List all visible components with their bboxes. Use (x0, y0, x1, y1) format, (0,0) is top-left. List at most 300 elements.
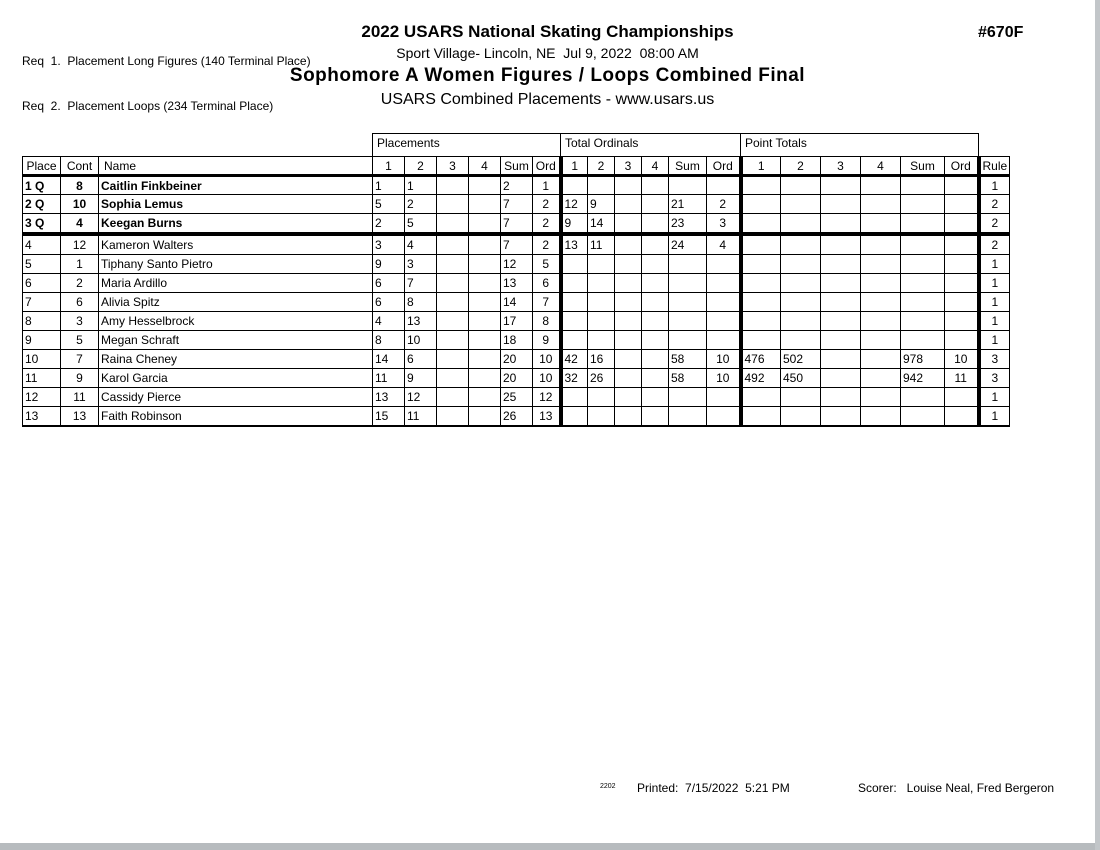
placement-cell: 2 (533, 236, 561, 255)
ordinal-cell (588, 274, 615, 293)
points-cell (901, 407, 945, 426)
ordinal-cell: 23 (669, 214, 707, 233)
place-cell: 3 Q (23, 214, 61, 233)
points-cell (901, 195, 945, 214)
ordinal-cell (561, 176, 588, 195)
placement-cell: 6 (533, 274, 561, 293)
ordinal-cell (561, 255, 588, 274)
points-cell: 476 (741, 350, 781, 369)
table-row (23, 331, 1010, 350)
placement-cell (469, 312, 501, 331)
points-cell (945, 407, 979, 426)
col-header-ordinals-ord: Ord (707, 157, 741, 176)
placement-cell: 13 (373, 388, 405, 407)
points-cell (861, 388, 901, 407)
rule-cell: 1 (979, 293, 1010, 312)
points-cell: 502 (781, 350, 821, 369)
ordinal-cell (588, 255, 615, 274)
cont-cell: 11 (61, 388, 99, 407)
points-cell (945, 195, 979, 214)
section-placements: Placements (373, 134, 561, 157)
points-cell (821, 331, 861, 350)
ordinal-cell (588, 388, 615, 407)
points-cell (741, 195, 781, 214)
placement-cell (437, 369, 469, 388)
ordinal-cell (615, 407, 642, 426)
points-cell (821, 407, 861, 426)
ordinal-cell (707, 388, 741, 407)
placement-cell: 3 (405, 255, 437, 274)
placement-cell: 10 (405, 331, 437, 350)
ordinal-cell: 4 (707, 236, 741, 255)
points-cell (901, 214, 945, 233)
place-cell: 6 (23, 274, 61, 293)
points-cell: 942 (901, 369, 945, 388)
points-cell (781, 195, 821, 214)
name-cell: Raina Cheney (99, 350, 373, 369)
ordinal-cell (707, 407, 741, 426)
points-cell (945, 331, 979, 350)
ordinal-cell (707, 312, 741, 331)
event-number: #670F (978, 24, 1024, 41)
ordinal-cell (669, 331, 707, 350)
printed-timestamp: Printed: 7/15/2022 5:21 PM (637, 781, 790, 795)
place-cell: 1 Q (23, 176, 61, 195)
ordinal-cell: 42 (561, 350, 588, 369)
points-cell (821, 369, 861, 388)
points-cell (741, 255, 781, 274)
table-row (23, 214, 1010, 233)
table-row (23, 236, 1010, 255)
placement-cell: 9 (373, 255, 405, 274)
placement-cell (437, 331, 469, 350)
ordinal-cell (669, 293, 707, 312)
name-cell: Megan Schraft (99, 331, 373, 350)
placement-cell: 2 (373, 214, 405, 233)
placement-cell (437, 214, 469, 233)
points-cell (781, 214, 821, 233)
placement-cell: 2 (533, 195, 561, 214)
ordinal-cell (669, 274, 707, 293)
points-cell: 450 (781, 369, 821, 388)
placement-cell: 20 (501, 369, 533, 388)
points-cell (821, 236, 861, 255)
cont-cell: 10 (61, 195, 99, 214)
place-cell: 5 (23, 255, 61, 274)
placement-cell: 7 (405, 274, 437, 293)
place-cell: 4 (23, 236, 61, 255)
ordinal-cell (615, 214, 642, 233)
points-cell (821, 255, 861, 274)
ordinal-cell (588, 331, 615, 350)
col-header-ordinals-3: 3 (615, 157, 642, 176)
points-cell (781, 312, 821, 331)
ordinal-cell (615, 236, 642, 255)
points-cell (945, 214, 979, 233)
ordinal-cell (707, 293, 741, 312)
ordinal-cell (642, 176, 669, 195)
ordinal-cell (561, 388, 588, 407)
placement-cell: 9 (533, 331, 561, 350)
ordinal-cell (642, 274, 669, 293)
placement-cell: 6 (373, 293, 405, 312)
rule-cell: 1 (979, 274, 1010, 293)
section-spacer-left (23, 134, 373, 157)
points-cell (945, 312, 979, 331)
ordinal-cell (615, 195, 642, 214)
ordinal-cell (669, 407, 707, 426)
ordinal-cell (642, 255, 669, 274)
placement-cell: 13 (405, 312, 437, 331)
name-cell: Karol Garcia (99, 369, 373, 388)
points-cell (945, 255, 979, 274)
ordinal-cell (669, 176, 707, 195)
points-cell (861, 176, 901, 195)
placement-cell (437, 388, 469, 407)
points-cell (945, 176, 979, 195)
col-header-placements-3: 3 (437, 157, 469, 176)
cont-cell: 4 (61, 214, 99, 233)
points-cell (861, 369, 901, 388)
points-cell (821, 293, 861, 312)
ordinal-cell (615, 350, 642, 369)
table-row (23, 195, 1010, 214)
placement-cell: 7 (501, 214, 533, 233)
col-header-placements-1: 1 (373, 157, 405, 176)
placement-cell: 10 (533, 369, 561, 388)
ordinal-cell (588, 176, 615, 195)
place-cell: 7 (23, 293, 61, 312)
placement-cell: 5 (405, 214, 437, 233)
placement-cell: 18 (501, 331, 533, 350)
ordinal-cell: 10 (707, 369, 741, 388)
name-cell: Faith Robinson (99, 407, 373, 426)
ordinal-cell (615, 312, 642, 331)
ordinal-cell: 32 (561, 369, 588, 388)
cont-cell: 7 (61, 350, 99, 369)
placement-cell: 20 (501, 350, 533, 369)
place-cell: 13 (23, 407, 61, 426)
ordinal-cell: 3 (707, 214, 741, 233)
points-cell (901, 388, 945, 407)
name-cell: Cassidy Pierce (99, 388, 373, 407)
points-cell: 10 (945, 350, 979, 369)
ordinal-cell: 14 (588, 214, 615, 233)
table-row (23, 369, 1010, 388)
points-cell (901, 331, 945, 350)
ordinal-cell (642, 407, 669, 426)
placement-cell: 2 (533, 214, 561, 233)
placement-cell: 6 (405, 350, 437, 369)
placement-cell: 15 (373, 407, 405, 426)
placement-cell: 8 (533, 312, 561, 331)
cont-cell: 13 (61, 407, 99, 426)
points-cell (821, 176, 861, 195)
points-cell (821, 274, 861, 293)
points-cell (861, 255, 901, 274)
ordinal-cell (615, 369, 642, 388)
col-header-points-1: 1 (741, 157, 781, 176)
table-row (23, 350, 1010, 369)
placement-cell: 12 (501, 255, 533, 274)
placement-cell: 1 (373, 176, 405, 195)
placement-cell (469, 350, 501, 369)
placement-cell (437, 255, 469, 274)
col-header-placements-2: 2 (405, 157, 437, 176)
points-cell (901, 176, 945, 195)
points-cell (821, 214, 861, 233)
points-cell (741, 293, 781, 312)
name-cell: Alivia Spitz (99, 293, 373, 312)
rule-cell: 1 (979, 176, 1010, 195)
col-header-points-3: 3 (821, 157, 861, 176)
page-edge-bottom (0, 843, 1100, 850)
points-cell (741, 331, 781, 350)
rule-cell: 1 (979, 331, 1010, 350)
points-cell (901, 255, 945, 274)
placement-cell (469, 388, 501, 407)
col-header-placements-4: 4 (469, 157, 501, 176)
points-cell (945, 274, 979, 293)
section-point-totals: Point Totals (741, 134, 979, 157)
placement-cell: 17 (501, 312, 533, 331)
scorer-names: Scorer: Louise Neal, Fred Bergeron (858, 781, 1055, 795)
ordinal-cell (642, 236, 669, 255)
points-cell (861, 293, 901, 312)
ordinal-cell (642, 293, 669, 312)
placement-cell (437, 312, 469, 331)
section-total-ordinals: Total Ordinals (561, 134, 741, 157)
placement-cell (437, 176, 469, 195)
placement-cell: 3 (373, 236, 405, 255)
rule-cell: 1 (979, 407, 1010, 426)
section-spacer-right (979, 134, 1010, 157)
col-header-ordinals-2: 2 (588, 157, 615, 176)
rule-cell: 1 (979, 312, 1010, 331)
ordinal-cell: 16 (588, 350, 615, 369)
placement-cell: 7 (533, 293, 561, 312)
placement-cell: 7 (501, 195, 533, 214)
ordinal-cell (561, 274, 588, 293)
col-header-place: Place (23, 157, 61, 176)
place-cell: 11 (23, 369, 61, 388)
points-cell (741, 176, 781, 195)
ordinal-cell (615, 331, 642, 350)
section-header-row (23, 134, 1010, 157)
ordinal-cell (669, 388, 707, 407)
table-row (23, 312, 1010, 331)
points-cell (861, 331, 901, 350)
place-cell: 2 Q (23, 195, 61, 214)
table-row (23, 407, 1010, 426)
rule-cell: 3 (979, 369, 1010, 388)
ordinal-cell: 58 (669, 369, 707, 388)
rule-cell: 2 (979, 236, 1010, 255)
place-cell: 10 (23, 350, 61, 369)
points-cell: 978 (901, 350, 945, 369)
name-cell: Keegan Burns (99, 214, 373, 233)
ordinal-cell: 26 (588, 369, 615, 388)
col-header-placements-ord: Ord (533, 157, 561, 176)
placement-cell: 11 (373, 369, 405, 388)
req-line-1: Req 1. Placement Long Figures (140 Terminal Place) (22, 54, 311, 68)
ordinal-cell: 58 (669, 350, 707, 369)
placement-cell (437, 293, 469, 312)
placement-cell (437, 407, 469, 426)
points-cell (861, 350, 901, 369)
points-cell (781, 176, 821, 195)
col-header-ordinals-1: 1 (561, 157, 588, 176)
col-header-points-sum: Sum (901, 157, 945, 176)
placement-cell (469, 176, 501, 195)
placement-cell: 10 (533, 350, 561, 369)
ordinal-cell (642, 312, 669, 331)
rule-cell: 2 (979, 195, 1010, 214)
ordinal-cell: 24 (669, 236, 707, 255)
ordinal-cell (642, 331, 669, 350)
points-cell (781, 236, 821, 255)
table-row (23, 274, 1010, 293)
placement-cell (469, 331, 501, 350)
points-cell (901, 312, 945, 331)
placement-cell: 7 (501, 236, 533, 255)
ordinal-cell: 9 (588, 195, 615, 214)
rule-cell: 3 (979, 350, 1010, 369)
points-cell (901, 236, 945, 255)
placement-cell: 4 (373, 312, 405, 331)
page-title: 2022 USARS National Skating Championships (361, 22, 734, 41)
page-edge-right (1095, 0, 1100, 850)
points-cell (901, 293, 945, 312)
cont-cell: 9 (61, 369, 99, 388)
col-header-points-2: 2 (781, 157, 821, 176)
placement-cell: 13 (533, 407, 561, 426)
table-row (23, 293, 1010, 312)
ordinal-cell: 11 (588, 236, 615, 255)
ordinal-cell (588, 407, 615, 426)
ordinal-cell: 12 (561, 195, 588, 214)
points-cell (781, 388, 821, 407)
ordinal-cell (588, 293, 615, 312)
placement-cell: 1 (533, 176, 561, 195)
points-cell (781, 407, 821, 426)
placement-cell (469, 195, 501, 214)
placement-cell: 5 (373, 195, 405, 214)
points-cell (781, 331, 821, 350)
col-header-ordinals-sum: Sum (669, 157, 707, 176)
ordinal-cell (707, 274, 741, 293)
placement-cell (469, 236, 501, 255)
ordinal-cell (642, 369, 669, 388)
points-cell (781, 274, 821, 293)
points-cell (821, 195, 861, 214)
col-header-points-4: 4 (861, 157, 901, 176)
cont-cell: 6 (61, 293, 99, 312)
name-cell: Caitlin Finkbeiner (99, 176, 373, 195)
col-header-placements-sum: Sum (501, 157, 533, 176)
points-cell (861, 195, 901, 214)
points-cell: 11 (945, 369, 979, 388)
points-cell (741, 388, 781, 407)
ordinal-cell (669, 312, 707, 331)
points-cell (945, 293, 979, 312)
placement-cell: 9 (405, 369, 437, 388)
points-cell (861, 407, 901, 426)
place-cell: 9 (23, 331, 61, 350)
ordinal-cell (561, 293, 588, 312)
ordinal-cell: 2 (707, 195, 741, 214)
placement-cell: 1 (405, 176, 437, 195)
ordinal-cell: 13 (561, 236, 588, 255)
ordinal-cell (642, 214, 669, 233)
points-cell (861, 236, 901, 255)
placement-cell (469, 407, 501, 426)
points-cell (741, 312, 781, 331)
ordinal-cell (642, 195, 669, 214)
placement-cell: 14 (373, 350, 405, 369)
col-header-ordinals-4: 4 (642, 157, 669, 176)
points-cell (741, 214, 781, 233)
col-header-name: Name (99, 157, 373, 176)
placement-cell: 8 (405, 293, 437, 312)
points-cell (861, 214, 901, 233)
placement-cell: 5 (533, 255, 561, 274)
name-cell: Amy Hesselbrock (99, 312, 373, 331)
req-line-2: Req 2. Placement Loops (234 Terminal Place) (22, 99, 274, 113)
placement-cell (437, 350, 469, 369)
ordinal-cell (615, 388, 642, 407)
column-header-row (23, 157, 1010, 176)
cont-cell: 8 (61, 176, 99, 195)
cont-cell: 3 (61, 312, 99, 331)
event-title: Sophomore A Women Figures / Loops Combined Final (289, 65, 806, 86)
placement-cell (437, 274, 469, 293)
place-cell: 12 (23, 388, 61, 407)
points-cell (861, 312, 901, 331)
placement-cell: 4 (405, 236, 437, 255)
table-row (23, 255, 1010, 274)
rule-cell: 1 (979, 388, 1010, 407)
ordinal-cell (561, 407, 588, 426)
ordinal-cell (707, 331, 741, 350)
ordinal-cell (669, 255, 707, 274)
placement-cell (469, 255, 501, 274)
place-cell: 8 (23, 312, 61, 331)
placement-cell: 12 (405, 388, 437, 407)
ordinal-cell (707, 176, 741, 195)
rule-cell: 2 (979, 214, 1010, 233)
ordinal-cell: 10 (707, 350, 741, 369)
placement-cell: 8 (373, 331, 405, 350)
placement-cell: 13 (501, 274, 533, 293)
points-cell (741, 274, 781, 293)
cont-cell: 2 (61, 274, 99, 293)
col-header-rule: Rule (979, 157, 1010, 176)
ordinal-cell: 9 (561, 214, 588, 233)
placement-cell (437, 236, 469, 255)
points-cell (821, 388, 861, 407)
points-cell: 492 (741, 369, 781, 388)
rule-cell: 1 (979, 255, 1010, 274)
placement-cell: 26 (501, 407, 533, 426)
name-cell: Sophia Lemus (99, 195, 373, 214)
ordinal-cell (588, 312, 615, 331)
ordinal-cell (615, 176, 642, 195)
ordinal-cell: 21 (669, 195, 707, 214)
placement-cell: 11 (405, 407, 437, 426)
name-cell: Maria Ardillo (99, 274, 373, 293)
placement-cell (469, 214, 501, 233)
